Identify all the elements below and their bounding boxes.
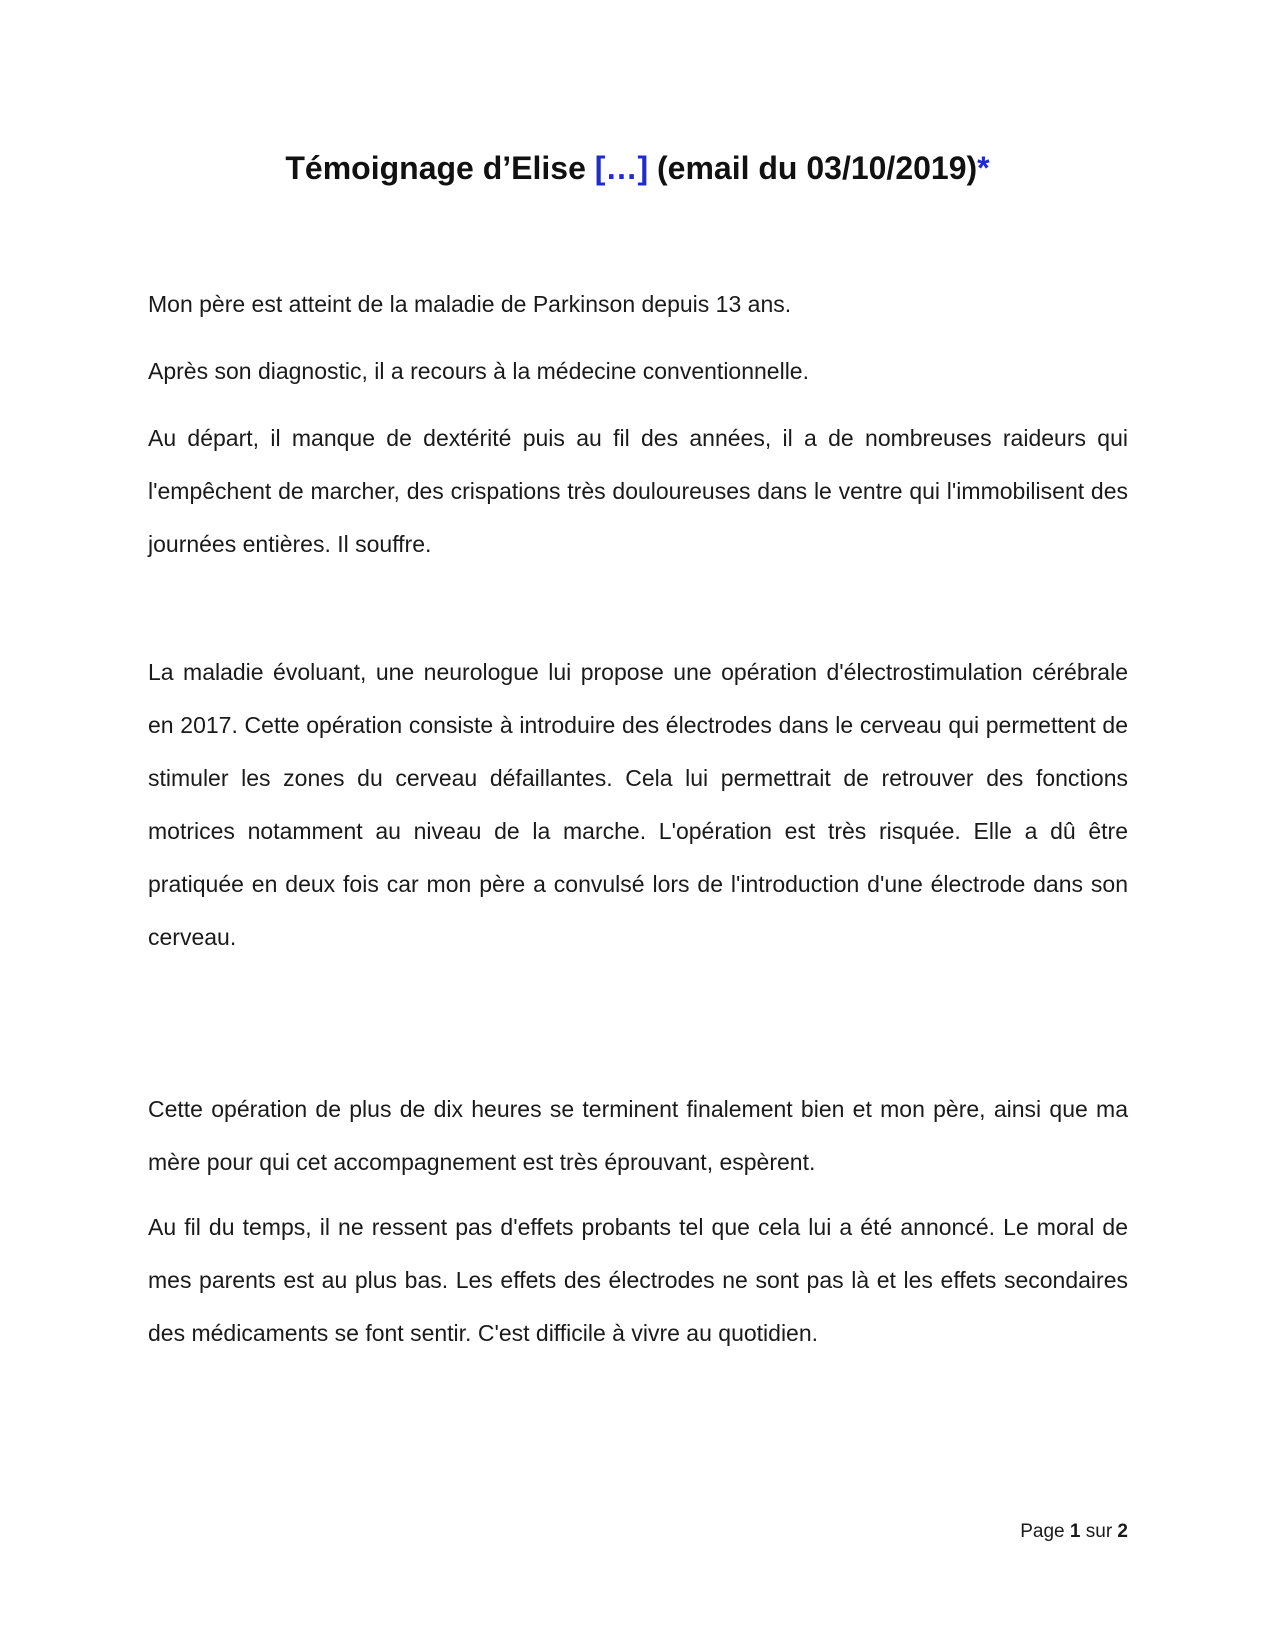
footer-page-number: 1: [1069, 1521, 1081, 1542]
paragraph-4: La maladie évoluant, une neurologue lui propose une opération d'électrostimulation cérébrale en 2017. Cette opération consiste à introduire des électrodes dans le cerveau qui permettent de stimuler les zones du cerveau défaillantes. Cela lui permettrait de retrouver des fonctions motrices notamment au niveau de la marche. L'opération est très risquée. Elle a dû être pratiquée en deux fois car mon père a convulsé lors de l'introduction d'une électrode dans son cerveau.: [148, 659, 1128, 950]
page-footer: [1020, 1520, 1128, 1544]
paragraph-3: Au départ, il manque de dextérité puis au fil des années, il a de nombreuses raideurs qui l'empêchent de marcher, des crispations très douloureuses dans le ventre qui l'immobilisent des journées entières. Il souffre.: [148, 425, 1128, 557]
title-prefix: Témoignage d’Elise: [285, 150, 595, 186]
document-title: [0, 146, 1275, 190]
title-middle: (email du 03/10/2019): [648, 150, 978, 186]
paragraph-5: Cette opération de plus de dix heures se terminent finalement bien et mon père, ainsi que ma mère pour qui cet accompagnement est très éprouvant, espèrent.: [148, 1096, 1128, 1175]
paragraph-2: Après son diagnostic, il a recours à la médecine conventionnelle.: [148, 358, 809, 384]
paragraph-6: Au fil du temps, il ne ressent pas d'effets probants tel que cela lui a été annoncé. Le moral de mes parents est au plus bas. Les effets des électrodes ne sont pas là et les effets secondaires des médicaments se font sentir. C'est difficile à vivre au quotidien.: [148, 1214, 1128, 1346]
footer-separator: sur: [1080, 1521, 1118, 1542]
footer-page-total: 2: [1117, 1521, 1128, 1542]
title-asterisk: *: [977, 150, 990, 186]
footer-page-label: Page: [1020, 1521, 1070, 1542]
paragraph-1: Mon père est atteint de la maladie de Parkinson depuis 13 ans.: [148, 291, 792, 317]
title-redaction: […]: [594, 150, 649, 186]
